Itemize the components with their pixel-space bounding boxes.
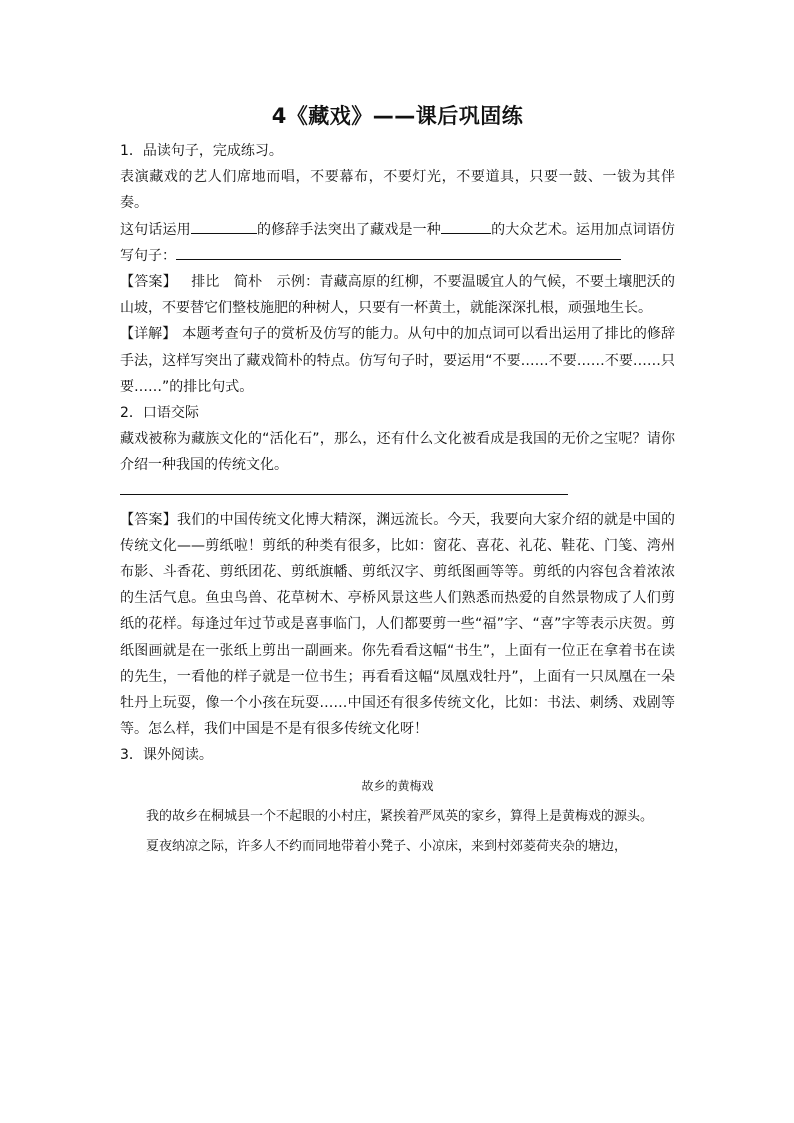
fill-blank-2 — [441, 217, 491, 234]
answer-item-1: 排比 — [190, 274, 220, 291]
q1-sentence: 表演藏戏的艺人们席地而唱，不要幕布，不要灯光，不要道具，只要一鼓、一钹为其伴奏。 — [120, 169, 675, 212]
detail-tag: 【详解】 — [120, 326, 177, 343]
q1-prompt-part-a: 这句话运用 — [120, 221, 191, 238]
answer-tag: 【答案】 — [120, 511, 177, 528]
q1-prompt-part-c: 的大众艺术。运用加点词语仿写句子： — [120, 221, 675, 264]
fill-blank-3 — [176, 243, 621, 260]
detail-text: 本题考查句子的赏析及仿写的能力。从句中的加点词可以看出运用了排比的修辞手法，这样写突出了藏戏简朴的特点。仿写句子时，要运用“不要……不要……不要……只要……”的排比句式。 — [120, 326, 676, 395]
answer-item-2: 简朴 — [233, 274, 263, 291]
q2-answer — [120, 507, 675, 743]
q2-prompt: 藏戏被称为藏族文化的“活化石”，那么，还有什么文化被看成是我国的无价之宝呢？请你介绍一种我国的传统文化。 — [120, 431, 675, 474]
story-title: 故乡的黄梅戏 — [361, 778, 434, 793]
story-paragraph-2: 夏夜纳凉之际，许多人不约而同地带着小凳子、小凉床，来到村郊菱荷夹杂的塘边， — [146, 838, 628, 854]
q1-answer — [120, 269, 675, 321]
document-page — [120, 100, 675, 862]
fill-blank-1 — [191, 217, 257, 234]
answer-item-3: 示例：青藏高原的红柳，不要温暖宜人的气候，不要土壤肥沃的山坡，不要替它们整枝施肥的种树人，只要有一杯黄土，就能深深扎根，顽强地生长。 — [120, 274, 676, 317]
answer-tag: 【答案】 — [120, 274, 177, 291]
q1-heading: 1．品读句子，完成练习。 — [120, 143, 283, 159]
q3-heading: 3．课外阅读。 — [120, 747, 213, 764]
page-title: 4《藏戏》——课后巩固练 — [271, 104, 524, 128]
q1-prompt — [120, 217, 675, 269]
answer-line — [120, 493, 568, 495]
q2-answer-text: 我们的中国传统文化博大精深，渊远流长。今天，我要向大家介绍的就是中国的传统文化——剪纸啦！剪纸的种类有很多，比如：窗花、喜花、礼花、鞋花、门笺、湾州布影、斗香花、剪纸团花、剪纸旗幡、剪纸汉字、剪纸图画等等。剪纸的内容包含着浓浓的生活气息。鱼虫鸟兽、花草树木、亭桥风景这些人们熟悉而热爱的自然景物成了人们剪纸的花样。每逢过年过节或是喜事临门，人们都要剪一些“福”字、“喜”字等表示庆贺。剪纸图画就是在一张纸上剪出一副画来。你先看看这幅“书生”，上面有一位正在拿着书在读的先生，一看他的样子就是一位书生；再看看这幅“凤凰戏牡丹”，上面有一只凤凰在一朵牡丹上玩耍，像一个小孩在玩耍……中国还有很多传统文化，比如：书法、刺绣、戏剧等等。怎么样，我们中国是不是有很多传统文化呀！ — [120, 511, 676, 738]
q2-heading: 2．口语交际 — [120, 405, 199, 422]
q1-detail — [120, 321, 675, 400]
story-paragraph-1: 我的故乡在桐城县一个不起眼的小村庄，紧挨着严凤英的家乡，算得上是黄梅戏的源头。 — [146, 808, 654, 824]
q1-prompt-part-b: 的修辞手法突出了藏戏是一种 — [256, 221, 441, 238]
